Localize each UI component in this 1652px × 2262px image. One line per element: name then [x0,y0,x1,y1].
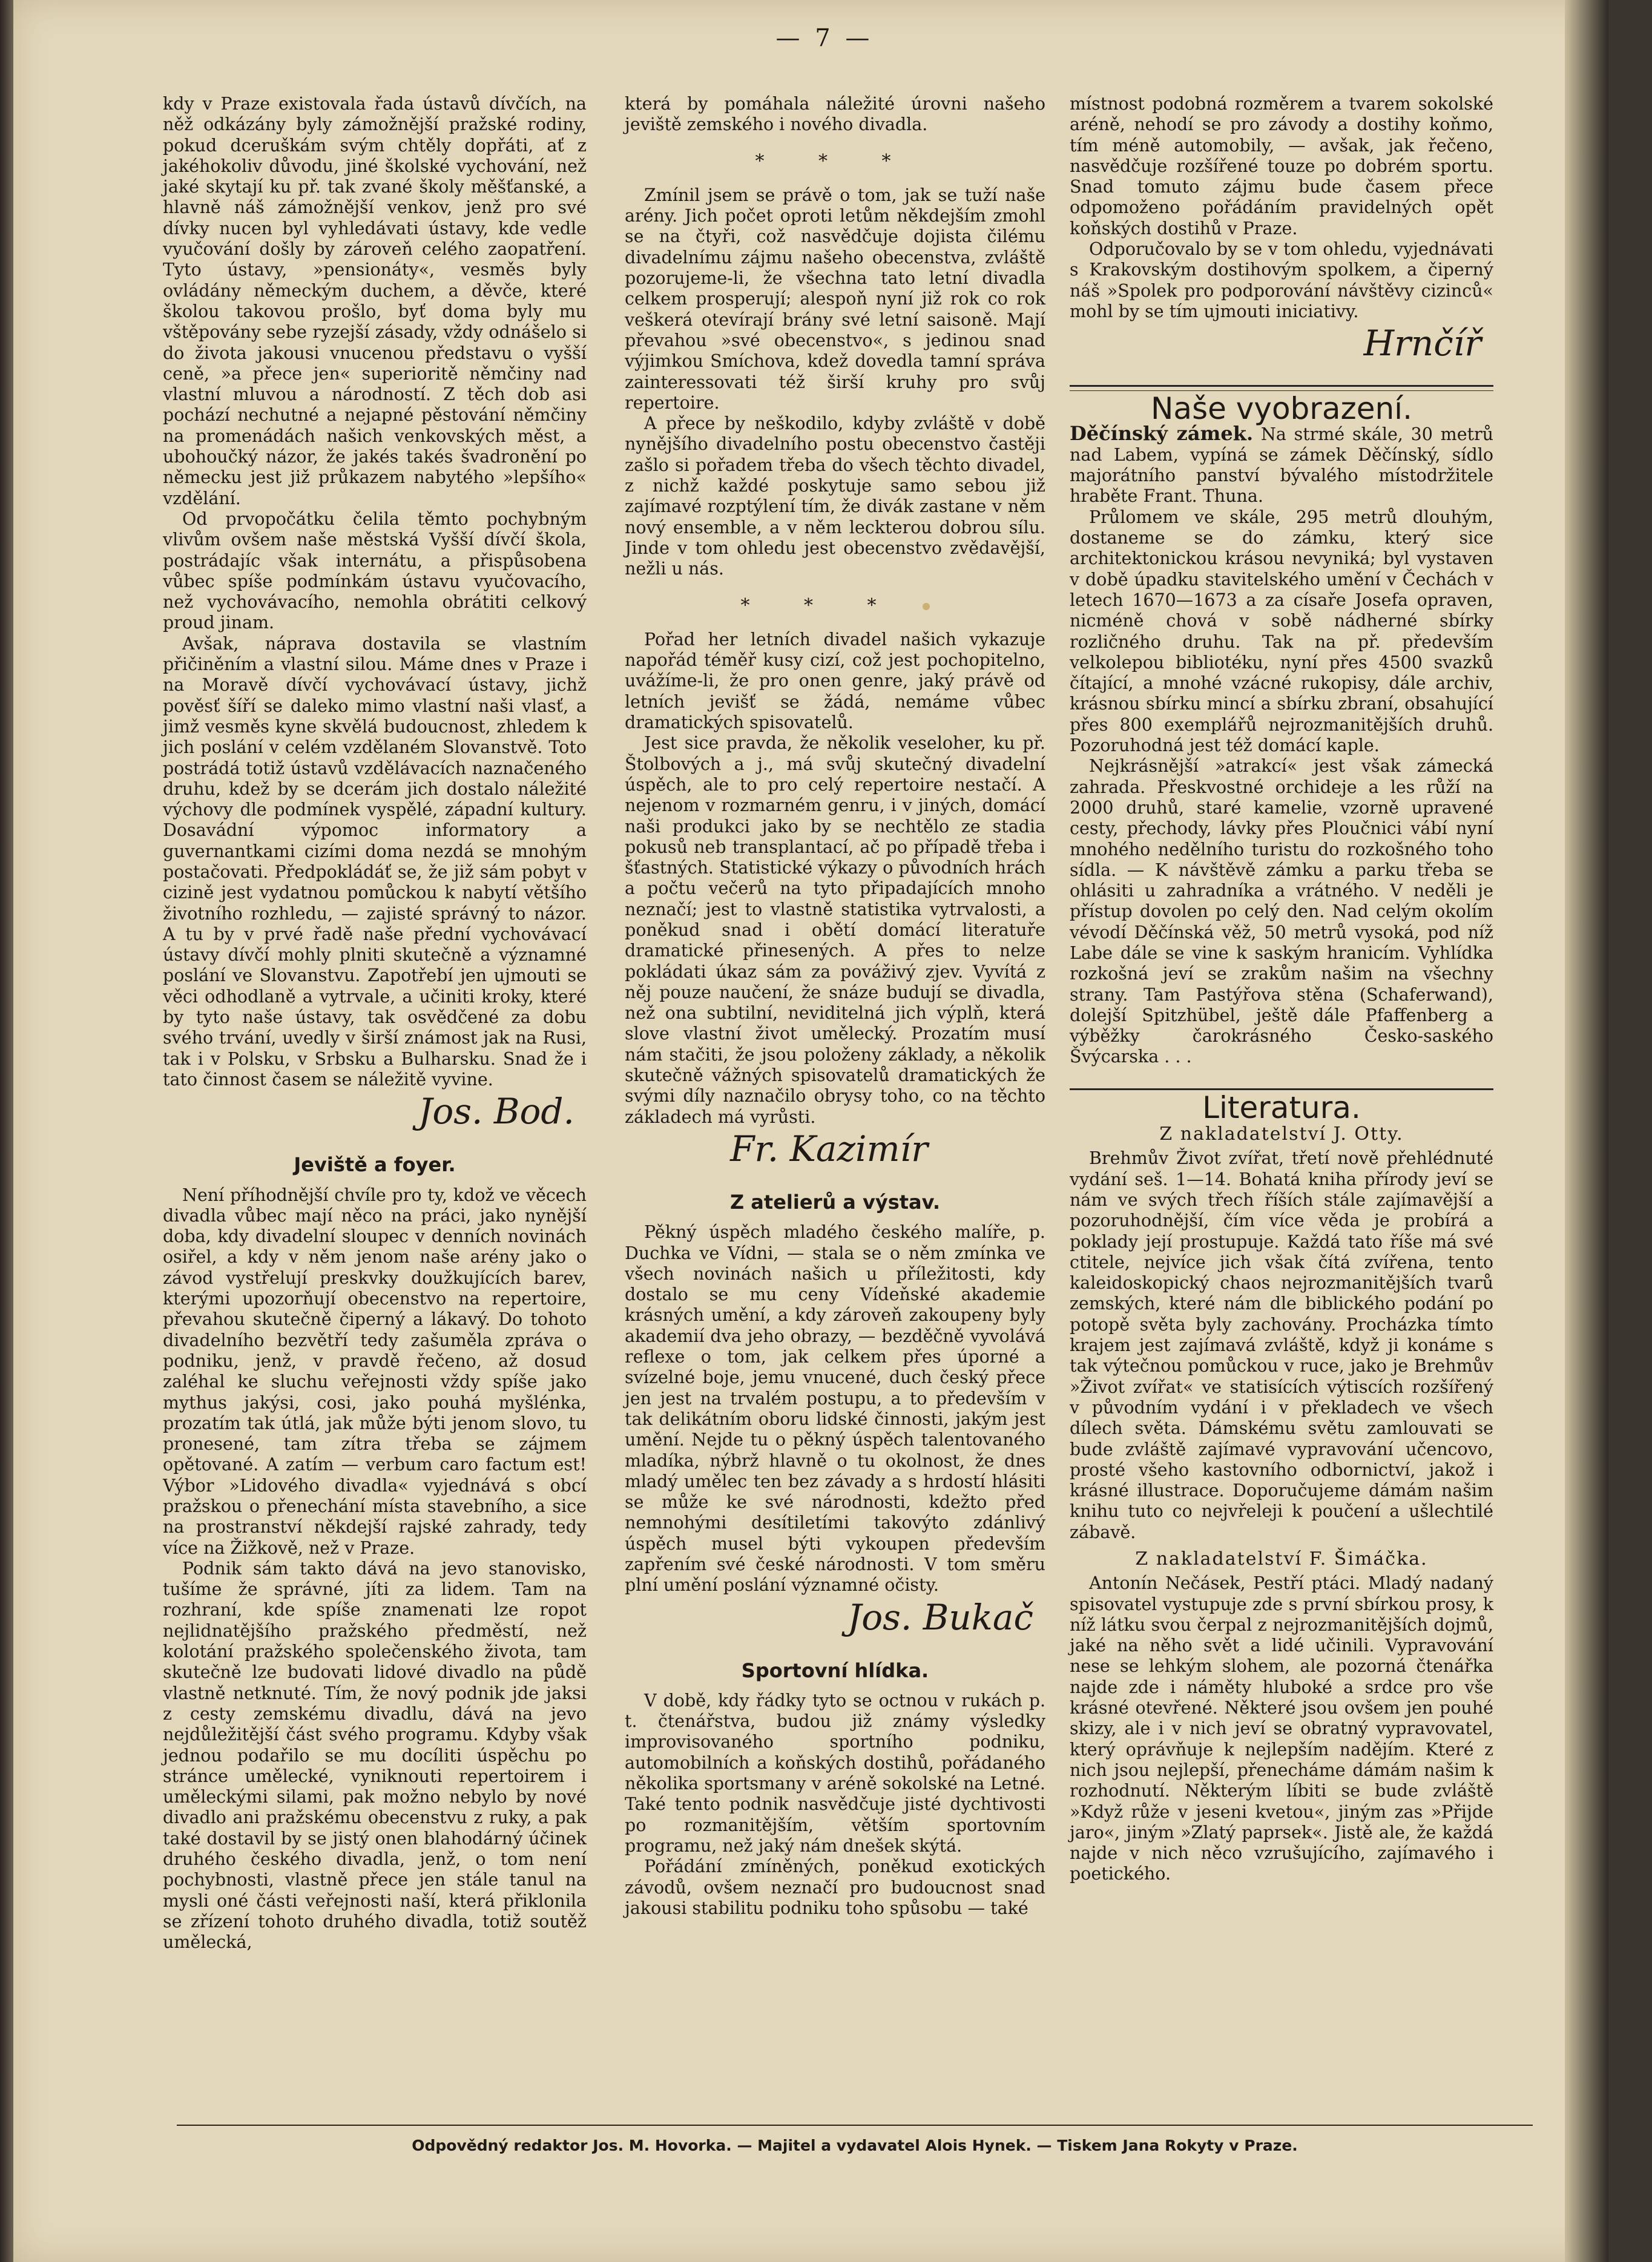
section-stars-2-text: * * * [740,594,901,616]
col2-paragraph-5: Pěkný úspěch mladého českého malíře, p. Duchka ve Vídni, — stala se o něm zmínka ve všech novinách našich u příležitosti, kdy dostalo se mu ceny Vídeňské akademie krásných umění, a kdy zároveň zakoupeny byly akademií dva jeho obrazy, — bezděčně vyvolává reflexe o tom, jak celkem přes úporné a svízelné boje, jemu vnucené, duch český přece jen jest na trvalém postupu, a to především v tak delikátním oboru lidské činnosti, jakým jest umění. Nejde tu o pěkný úspěch talentovaného mladíka, nýbrž hlavně o tu okolnost, že dnes mladý umělec ten bez závady a s hrdostí hlásiti se může ke své národnosti, kdežto před nemnohými desítiletími takovýto zdánlivý úspěch musel býti vykoupen především zapřením své české národnosti. V tom směru plní umění poslání významné očisty. [625,1222,1045,1596]
col1-paragraph-4: Není příhodnější chvíle pro ty, kdož ve věcech divadla vůbec mají něco na práci, jako nynější doba, kdy divadelní sloupec v denních novinách osiřel, a kdy v něm jenom naše arény jako o závod vystřelují preskvky doužkujících barev, kterými upozorňují obecenstvo na repertoire, převahou skutečně čiperný a lákavý. Do tohoto divadelního bezvětří tedy zašuměla zpráva o podniku, jenž, v pravdě řečeno, až dosud zaléhal ke sluchu veřejnosti vždy spíše jako mythus jakýsi, cosi, jako pouhá myšlénka, prozatím tak útlá, jak může býti jenom slovo, tu pronesené, tam zítra třeba se zájmem opětované. A zatím — verbum caro factum est! Výbor »Lidového divadla« vyjednává s obcí pražskou o přenechání místa stavebního, a sice na prostranství někdejší rajské zahrady, tedy více na Žižkově, než v Praze. [163,1185,587,1558]
col3-paragraph-6: Brehmův Život zvířat, třetí nově přehlédnuté vydání seš. 1—14. Bohatá kniha přírody jeví se nám ve svých třech říších stále zajímavější a pozoruhodnější, čím více věda je probírá a poklady její prostupuje. Každá tato říše má své ctitele, nejvíce jich však čítá zvířena, tento kaleidoskopický chaos nejrozmanitějších tvarů zemských, které nám dle biblického podání po potopě světa byly zachovány. Procházka tímto krajem jest zajímavá zvláště, když ji konáme s tak výtečnou pomůckou v ruce, jako je Brehmův »Život zvířat« ve statisících výtiscích rozšířený v původním vydání i v překladech ve všech dílech světa. Dámskému světu zamlouvati se bude zvláště zajímavé vypravování učencovo, prosté všeho kastovního odbornictví, jakož i krásné illustrace. Doporučujeme dámám našim knihu tuto co nejvřeleji k poučení a ušlechtilé zábavě. [1070,1148,1493,1542]
signature-jos-bukac: Jos. Bukač [847,1596,1033,1638]
col3-paragraph-2: Odporučovalo by se v tom ohledu, vyjednávati s Krakovským dostihovým spolkem, a čiperný náš »Spolek pro podporování návštěvy cizinců« mohl by se tím ujmouti iniciativy. [1070,239,1493,321]
publisher-simacek: Z nakladatelství F. Šimáčka. [1135,1548,1428,1570]
col2-paragraph-4: Jest sice pravda, že několik veseloher, ku př. Štolbových a j., má svůj skutečný divadelní úspěch, ale to pro celý repertoire nestačí. A nejenom v rozmarném genru, i v jiných, domácí naši produkci jako by se nechtělo ze stadia pokusů neb transplantací, ač po případě třeba i šťastných. Statistické výkazy o původních hrách a počtu večerů na tyto připadajících mnoho neznačí; jest to vlastně statistika vytrvalosti, a poněkud snad i obětí domácí literatuře dramatické přinesených. A přes to nelze pokládati úkaz sám za pováživý zjev. Vyvítá z něj pouze naučení, že snáze budují se divadla, než ona subtilní, neviditelná jich výplň, která slove vlastní život umělecký. Prozatím musí nám stačiti, že jsou položeny základy, a několik skutečně vážných spisovatelů dramatických že svými díly naznačilo obrysy toho, co na těchto základech má vyrůsti. [625,733,1045,1127]
col1-paragraph-5: Podnik sám takto dává na jevo stanovisko, tušíme že správné, jíti za lidem. Tam na rozhraní, kde spíše znamenati lze ropot nejlidnatějšího pražského předměstí, než kolotání pražského společenského života, tam skutečně lze budovati lidové divadlo na půdě vlastně netknuté. Tím, že nový podnik jde jaksi z cesty zemskému divadlu, dává na jevo nejdůležitější část svého programu. Kdyby však jednou podařilo se mu docíliti úspěchu po stránce umělecké, vyniknouti repertoirem i uměleckými silami, pak možno nebylo by nové divadlo ani pražskému obecenstvu z ruky, a pak také dostavil by se jistý onen blahodárný účinek druhého českého divadla, jenž, o tom není pochybnosti, vlastně přece jen stále tanul na mysli oné části veřejnosti naší, která přiklonila se zřízení tohoto druhého divadla, totiž soutěž umělecká, [163,1558,587,1953]
col3-paragraph-1: místnost podobná rozměrem a tvarem sokolské aréně, nehodí se pro závody a dostihy koňmo, tím méně automobily, — avšak, jak řečeno, nasvědčuje rozšířené touze po dobrém sportu. Snad tomuto zájmu bude časem přece odpomoženo pořádáním pravidelných opět koňských dostihů v Praze. [1070,94,1493,238]
col2-paragraph-7: Pořádání zmíněných, poněkud exotických závodů, ovšem neznačí pro budoucnost snad jakousi stabilitu podniku toho spůsobu — také [625,1856,1045,1918]
col3-paragraph-7: Antonín Nečásek, Pestří ptáci. Mladý nadaný spisovatel vystupuje zde s první sbírkou prosy, k níž látku svou čerpal z nejrozmanitějších dojmů, jaké na něho svět a lidé učinili. Vypravování nese se lehkým slohem, ale pozorná čtenářka najde zde i náměty hluboké a srdce pro vše krásné otevřené. Některé jsou ovšem jen pouhé skizy, ale i v nich jeví se obratný vypravovatel, který oprávňuje k nejlepším nadějím. Které z nich jsou nejlepší, přenecháme dámám našim k rozhodnutí. Některým líbiti se bude zvláště »Když růže v jeseni kvetou«, jiným zas »Přijde jaro«, jiným »Zlatý paprsek«. Jistě ale, že každá najde v nich něco vzrušujícího, zajímavého i poetického. [1070,1573,1493,1884]
col2-paragraph-2: A přece by neškodilo, kdyby zvláště v době nynějšího divadelního postu obecenstvo častěji zašlo si pořadem třeba do všech těchto divadel, z nichž každé poskytuje samo sebou již zajímavé rozptýlení tím, že divák zastane v něm nový ensemble, a v něm leckterou dobrou sílu. Jinde v tom ohledu jest obecenstvo zvědavější, nežli u nás. [625,413,1045,579]
col1-paragraph-1: kdy v Praze existovala řada ústavů dívčích, na něž odkázány byly zámožnější pražské rodiny, pokud dceruškám svým chtěly dopřáti, ať z jakéhokoliv důvodu, jiné školské vychování, než jaké skytají ku př. tak zvané školy měšťanské, a hlavně náš zámožnější venkov, jenž pro své dívky nucen byl vyhledávati ústavy, kde vedle vyučování došly by zároveň celého zaopatření. Tyto ústavy, »pensionáty«, vesměs byly ovládány německým duchem, a děvče, které školou takovou prošlo, byť doma byly mu vštěpovány sebe ryzejší zásady, vždy odnášelo si do života jakousi vnucenou představu o vyšší ceně, »a přece jen« superioritě němčiny nad vlastní mluvou a národností. Z těch dob asi pochází nechutné a nejapné pěstování němčiny na promenádách našich venkovských měst, a ubohoučký názor, že jakés takés švadronění po německu jest již průkazem nabytého »lepšího« vzdělání. [163,94,587,508]
section-stars-2 [625,596,1045,616]
publisher-otty: Z nakladatelství J. Otty. [1159,1123,1404,1145]
section-stars-1: * * * [755,150,915,172]
col3-paragraph-4: Průlomem ve skále, 295 metrů dlouhým, dostaneme se do zámku, který sice architektonickou krásou nevyniká; byl vystaven v době úpadku stavitelského umění v Čechách v letech 1670—1673 a za císaře Josefa opraven, nicméně chová v sobě nádherné sbírky rozličného druhu. Tak na př. především velkolepou bibliotéku, nyní přes 4500 svazků čítající, a mnohé vzácné rukopisy, dále archiv, krásnou sbírku mincí a sbírku zbraní, obsahující přes 800 exemplářů nejrozmanitějších druhů. Pozoruhodná jest též domácí kaple. [1070,507,1493,756]
ink-blot [923,603,930,610]
section-divider [1070,385,1493,387]
col1-paragraph-2: Od prvopočátku čelila těmto pochybným vlivům ovšem naše městská Vyšší dívčí škola, postrádajíc však internátu, a přispůsobena vůbec spíše podmínkám ústavu vyučovacího, než vychovávacího, nemohla obrátiti celkový proud jinam. [163,508,587,633]
subheading-decinsky-zamek: Děčínský zámek. [1070,421,1254,445]
col2-paragraph-6: V době, kdy řádky tyto se octnou v rukách p. t. čtenářstva, budou již známy výsledky improvisovaného sportního podniku, automobilních a koňských dostihů, pořádaného několika sportsmany v aréně sokolské na Letné. Také tento podnik nasvědčuje jisté dychtivosti po rozmanitějším, větším sportovním programu, než jaký nám dnešek skýtá. [625,1690,1045,1856]
column-3 [1070,94,1493,1885]
col2-intro: která by pomáhala náležité úrovni našeho jeviště zemského i nového divadla. [625,94,1045,135]
imprint-footer: Odpovědný redaktor Jos. M. Hovorka. — Majitel a vydavatel Alois Hynek. — Tiskem Jana Rokyty v Praze. [412,2137,1298,2154]
page-edge-shadow [1565,0,1608,2262]
heading-literatura: Literatura. [1202,1090,1361,1125]
col3-paragraph-5: Nejkrásnější »atrakcí« jest však zámecká zahrada. Přeskvostné orchideje a les růží na 2000 druhů, staré kamelie, vzorně upravené cesty, přechody, lávky přes Ploučnici vábí nyní mnohého nedělního turistu do rozkošného toho sídla. — K návštěvě zámku a parku třeba se ohlásiti u zahradníka a vrátného. V neděli je přístup dovolen po celý den. Nad celým okolím vévodí Děčínská věž, 50 metrů vysoká, pod níž Labe dále se vine k saským hranicím. Vyhlídka rozkošná jeví se zrakům našim na všechny strany. Tam Pastýřova stěna (Schaferwand), dolejší Spitzhübel, ještě dále Pfaffenberg a výběžky čarokrásného Česko-saského Švýcarska . . . [1070,756,1493,1067]
page-number: — 7 — [775,24,874,52]
footer-rule [177,2125,1533,2126]
col2-paragraph-3: Pořad her letních divadel našich vykazuje napořád téměř kusy cizí, což jest pochopitelno, uvážíme-li, že pro onen genre, jaký právě od letních jevišť se žádá, nemáme vůbec dramatických spisovatelů. [625,629,1045,733]
signature-hrncir: Hrnčíř [1363,323,1481,364]
col2-paragraph-1: Zmínil jsem se právě o tom, jak se tuží naše arény. Jich počet oproti letům někdejším zmohl se na čtyři, což nasvědčuje dojista čilému divadelnímu zájmu našeho obecenstva, zvláště pozorujeme-li, že všechna tato letní divadla celkem prosperují; alespoň nyní již rok co rok veškerá otevírají brány své letní saisoně. Mají převahou »své obecenstvo«, s jedinou snad výjimkou Smíchova, kdež dovedla tamní správa zainteressovati též širší kruhy pro svůj repertoire. [625,185,1045,413]
heading-nase-vyobrazeni: Naše vyobrazení. [1151,391,1412,427]
signature-jos-bod: Jos. Bod. [418,1091,574,1133]
signature-fr-kazimir: Fr. Kazimír [730,1128,928,1169]
col1-paragraph-3: Avšak, náprava dostavila se vlastním přičiněním a vlastní silou. Máme dnes v Praze i na Moravě dívčí vychovávací ústavy, jichž pověsť šíří se daleko mimo vlastní naši vlasť, a jimž vesměs kyne skvělá budoucnost, zhledem k jich poslání v celém vzdělaném Slovanstvě. Toto postrádá totiž ústavů vzdělávacích naznačeného druhu, kdež by se dcerám jich dostalo náležité výchovy dle podmínek vyspělé, západní kultury. Dosavádní výpomoc informatory a guvernantkami cizími doma nezdá se mnohým postačovati. Předpokládáť se, že již sám pobyt v cizině jest vydatnou pomůckou k nabytí většího životního rozhledu, — zajisté správný to názor. A tu by v prvé řadě naše přední vychovávací ústavy dívčí mohly plniti skutečně a významné poslání ve Slovanstvu. Zapotřebí jen ujmouti se věci odhodlaně a vytrvale, a učiniti kroky, které by tyto naše ústavy, tak osvědčené za dobu svého trvání, uvedly v širší známost jak na Rusi, tak i v Polsku, v Srbsku a Bulharsku. Snad že i tato činnost časem se náležitě vyvine. [163,633,587,1090]
column-2 [625,94,1045,1919]
heading-z-atelieru-a-vystav: Z atelierů a výstav. [729,1190,941,1214]
heading-jeviste-a-foyer: Jeviště a foyer. [294,1153,456,1177]
col3-paragraph-3: Na strmé skále, 30 metrů nad Labem, vypíná se zámek Děčínský, sídlo majorátního panství bývalého místodržitele hraběte Frant. Thuna. [1070,424,1494,507]
page-binding [0,0,13,2262]
column-1 [163,94,587,1953]
newspaper-page [13,0,1608,2262]
heading-sportovni-hlidka: Sportovní hlídka. [741,1659,929,1682]
